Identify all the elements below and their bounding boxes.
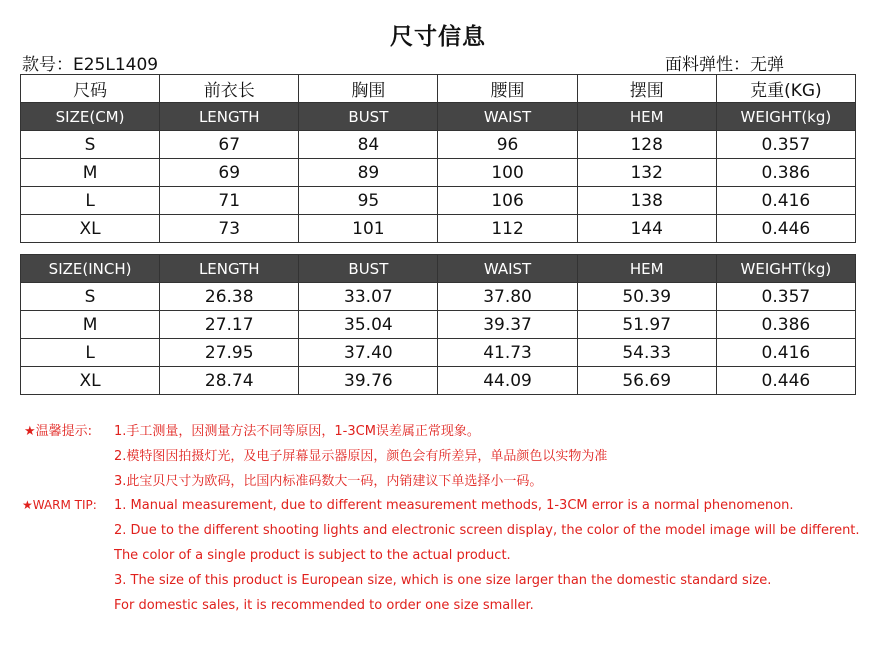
warm-tip-label-en: ★WARM TIP: — [22, 498, 97, 512]
table-cell: 96 — [438, 131, 577, 159]
header-cell: HEM — [577, 255, 716, 283]
table-row — [21, 367, 856, 395]
header-cell: 尺码 — [21, 75, 160, 103]
table-cell: 41.73 — [438, 339, 577, 367]
table-cell: L — [21, 187, 160, 215]
page-title: 尺寸信息 — [390, 24, 486, 50]
table-cell: 27.17 — [160, 311, 299, 339]
table-cell: 71 — [160, 187, 299, 215]
table-cell: 37.80 — [438, 283, 577, 311]
table-row — [21, 283, 856, 311]
style-number: 款号：E25L1409 — [22, 55, 159, 75]
header-cell: 克重(KG) — [716, 75, 855, 103]
table-cell: 106 — [438, 187, 577, 215]
table-cell: 35.04 — [299, 311, 438, 339]
table-cell: 26.38 — [160, 283, 299, 311]
table-cell: L — [21, 339, 160, 367]
table-cell: 0.386 — [716, 159, 855, 187]
warm-tip-line-cn: 1.手工测量，因测量方法不同等原因，1-3CM误差属正常现象。 — [114, 424, 480, 439]
header-cell: BUST — [299, 103, 438, 131]
header-cell: WAIST — [438, 103, 577, 131]
table-cell: 95 — [299, 187, 438, 215]
table-cell: 0.446 — [716, 367, 855, 395]
fabric-elasticity: 面料弹性：无弹 — [665, 55, 784, 75]
table-header-cn — [21, 75, 856, 103]
warm-tip-line-en: 3. The size of this product is European size, which is one size larger than the domestic standard size. — [114, 573, 772, 588]
table-cell: 132 — [577, 159, 716, 187]
table-row — [21, 311, 856, 339]
table-cell: XL — [21, 215, 160, 243]
header-cell: 胸围 — [299, 75, 438, 103]
header-cell: 摆围 — [577, 75, 716, 103]
table-row — [21, 159, 856, 187]
warm-tip-line-en: 1. Manual measurement, due to different measurement methods, 1-3CM error is a normal phenomenon. — [114, 498, 794, 513]
table-cell: XL — [21, 367, 160, 395]
table-cell: 0.446 — [716, 215, 855, 243]
table-cell: 112 — [438, 215, 577, 243]
header-cell: LENGTH — [160, 255, 299, 283]
table-header-en — [21, 255, 856, 283]
header-cell: WEIGHT(kg) — [716, 103, 855, 131]
warm-tip-line-en: For domestic sales, it is recommended to order one size smaller. — [114, 598, 534, 613]
table-cell: 0.386 — [716, 311, 855, 339]
table-cell: 101 — [299, 215, 438, 243]
header-cell: BUST — [299, 255, 438, 283]
table-cell: 100 — [438, 159, 577, 187]
warm-tip-line-en: The color of a single product is subject to the actual product. — [114, 548, 511, 563]
table-cell: 0.357 — [716, 283, 855, 311]
table-cell: 0.416 — [716, 339, 855, 367]
warm-tip-label-cn: ★温馨提示: — [24, 424, 93, 439]
table-cell: 44.09 — [438, 367, 577, 395]
table-header-en — [21, 103, 856, 131]
table-cell: 27.95 — [160, 339, 299, 367]
table-cell: 51.97 — [577, 311, 716, 339]
table-row — [21, 187, 856, 215]
header-cell: 腰围 — [438, 75, 577, 103]
table-cell: 39.37 — [438, 311, 577, 339]
warm-tip-line-en: 2. Due to the different shooting lights and electronic screen display, the color of the model image will be different. — [114, 523, 860, 538]
table-cell: 0.416 — [716, 187, 855, 215]
header-cell: LENGTH — [160, 103, 299, 131]
table-cell: 39.76 — [299, 367, 438, 395]
table-cell: 69 — [160, 159, 299, 187]
table-cell: 144 — [577, 215, 716, 243]
header-cell: HEM — [577, 103, 716, 131]
table-cell: 73 — [160, 215, 299, 243]
header-cell: SIZE(INCH) — [21, 255, 160, 283]
table-cell: 67 — [160, 131, 299, 159]
table-cell: M — [21, 311, 160, 339]
header-cell: 前衣长 — [160, 75, 299, 103]
table-cell: 54.33 — [577, 339, 716, 367]
table-cell: 28.74 — [160, 367, 299, 395]
table-row — [21, 339, 856, 367]
table-cell: 37.40 — [299, 339, 438, 367]
header-cell: WEIGHT(kg) — [716, 255, 855, 283]
table-cell: 0.357 — [716, 131, 855, 159]
table-cell: 50.39 — [577, 283, 716, 311]
table-cell: 56.69 — [577, 367, 716, 395]
table-cell: 89 — [299, 159, 438, 187]
table-cell: M — [21, 159, 160, 187]
table-row — [21, 131, 856, 159]
table-cell: 138 — [577, 187, 716, 215]
warm-tip-line-cn: 2.模特图因拍摄灯光，及电子屏幕显示器原因，颜色会有所差异，单品颜色以实物为准 — [114, 449, 608, 464]
size-table-inch — [20, 254, 856, 395]
size-table-cm — [20, 74, 856, 243]
table-cell: 33.07 — [299, 283, 438, 311]
table-row — [21, 215, 856, 243]
warm-tip-line-cn: 3.此宝贝尺寸为欧码，比国内标准码数大一码，内销建议下单选择小一码。 — [114, 474, 543, 489]
table-cell: S — [21, 131, 160, 159]
header-cell: SIZE(CM) — [21, 103, 160, 131]
table-cell: 128 — [577, 131, 716, 159]
header-cell: WAIST — [438, 255, 577, 283]
table-cell: 84 — [299, 131, 438, 159]
table-cell: S — [21, 283, 160, 311]
